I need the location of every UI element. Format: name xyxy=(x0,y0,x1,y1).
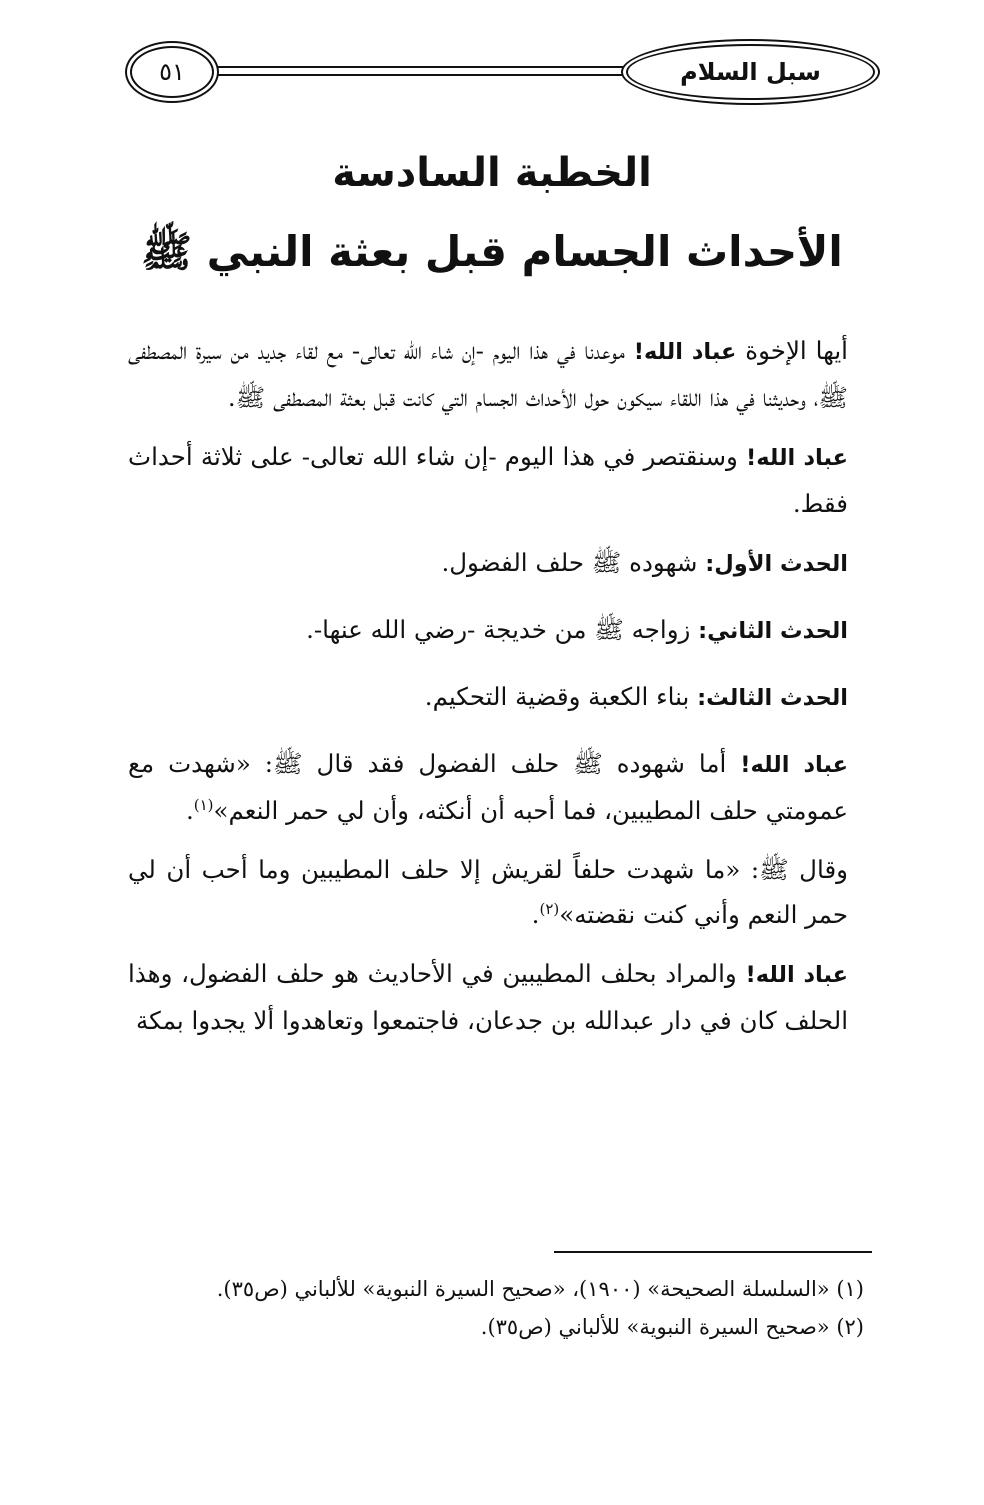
sermon-title: الخطبة السادسة xyxy=(332,150,652,196)
footnotes xyxy=(120,1270,864,1346)
event-1-label: الحدث الأول: xyxy=(705,551,848,577)
footnote-1: (١) «السلسلة الصحيحة» (١٩٠٠)، «صحيح السيرة النبوية» للألباني (ص٣٥). xyxy=(216,1277,864,1301)
book-title-cartouche xyxy=(626,44,875,100)
footnote-separator xyxy=(554,1251,872,1253)
book-title: سبل السلام xyxy=(680,58,821,86)
paragraph-1-text-b: موعدنا في هذا اليوم -إن شاء الله تعالى- مع لقاء جديد من سيرة المصطفى ﷺ، وحديثنا في هذا اللقاء سيكون حول الأحداث الجسام التي كانت قبل بعثة المصطفى ﷺ. xyxy=(128,336,848,412)
event-3 xyxy=(128,674,848,721)
paragraph-3 xyxy=(128,741,848,833)
paragraph-3-bold-address: عباد الله! xyxy=(740,752,848,778)
paragraph-1-bold-address: عباد الله! xyxy=(633,339,737,365)
page-number-cartouche xyxy=(130,46,214,98)
header-double-rule xyxy=(200,66,645,76)
paragraph-3-text: أما شهوده ﷺ حلف الفضول فقد قال ﷺ: «شهدت مع عمومتي حلف المطيبين، فما أحبه أن أنكثه، وأن لي حمر النعم» xyxy=(128,749,848,825)
footnote-ref-2: (٢) xyxy=(539,899,560,918)
event-2 xyxy=(128,607,848,654)
event-2-text: زواجه ﷺ من خديجة -رضي الله عنها-. xyxy=(306,615,699,644)
event-1-text: شهوده ﷺ حلف الفضول. xyxy=(441,548,706,577)
paragraph-5-bold-address: عباد الله! xyxy=(745,962,848,988)
paragraph-5-text: والمراد بحلف المطيبين في الأحاديث هو حلف الفضول، وهذا الحلف كان في دار عبدالله بن جدعان، فاجتمعوا وتعاهدوا ألا يجدوا بمكة xyxy=(128,959,848,1035)
event-3-label: الحدث الثالث: xyxy=(697,685,848,711)
sermon-subtitle: الأحداث الجسام قبل بعثة النبي ﷺ xyxy=(141,227,843,276)
paragraph-1-text-a: أيها الإخوة xyxy=(736,336,848,365)
event-3-text: بناء الكعبة وقضية التحكيم. xyxy=(424,682,698,711)
paragraph-4 xyxy=(128,847,848,937)
footnote-ref-1: (١) xyxy=(193,795,214,814)
paragraph-2-bold-address: عباد الله! xyxy=(745,445,849,471)
body-text xyxy=(128,328,848,1057)
paragraph-2-text: وسنقتصر في هذا اليوم -إن شاء الله تعالى- على ثلاثة أحداث فقط. xyxy=(128,442,848,518)
paragraph-1 xyxy=(128,328,848,420)
footnote-2: (٢) «صحيح السيرة النبوية» للألباني (ص٣٥). xyxy=(480,1315,864,1339)
paragraph-5 xyxy=(128,951,848,1043)
running-header xyxy=(130,40,875,104)
paragraph-3-end: . xyxy=(185,796,194,825)
paragraph-2 xyxy=(128,434,848,526)
event-2-label: الحدث الثاني: xyxy=(698,618,848,644)
page-number: ٥١ xyxy=(159,58,185,86)
paragraph-4-text: وقال ﷺ: «ما شهدت حلفاً لقريش إلا حلف المطيبين وما أحب أن لي حمر النعم وأني كنت نقضته» xyxy=(128,855,848,929)
paragraph-4-end: . xyxy=(531,900,540,929)
event-1 xyxy=(128,540,848,587)
